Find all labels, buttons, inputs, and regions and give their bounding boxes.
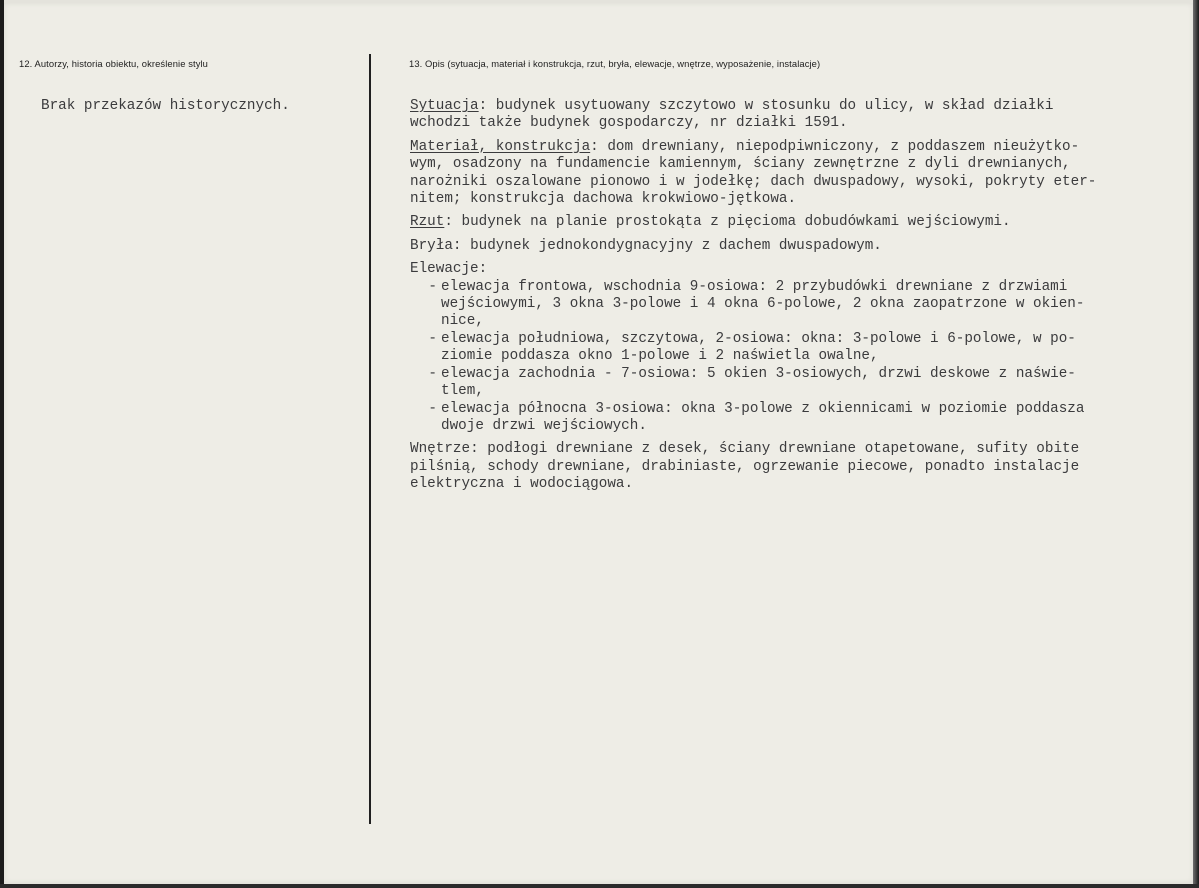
description-body <box>410 98 1180 500</box>
dash-bullet: - <box>428 278 437 295</box>
section-12-header: 12. Autorzy, historia obiektu, określenie stylu <box>19 58 208 69</box>
list-item: - elewacja południowa, szczytowa, 2-osiowa: okna: 3-polowe i 6-polowe, w po- ziomie poddasza okno 1-polowe i 2 naświetla owalne, <box>428 330 1076 365</box>
section-rzut <box>410 214 1180 231</box>
label-elewacje: Elewacje: <box>410 261 488 278</box>
rzut-line-1: : budynek na planie prostokąta z pięcioma dobudówkami wejściowymi. <box>444 214 1011 231</box>
label-sytuacja: Sytuacja <box>410 98 479 114</box>
label-material: Materiał, konstrukcja <box>410 138 591 155</box>
bryla-line-1: : budynek jednokondygnacyjny z dachem dwuspadowym. <box>452 237 882 254</box>
section-13-header: 13. Opis (sytuacja, materiał i konstrukcja, rzut, bryła, elewacje, wnętrze, wyposażenie, instalacje) <box>409 58 821 69</box>
material-line-4: nitem; konstrukcja dachowa krokwiowo-jętkowa. <box>410 191 797 208</box>
label-bryla: Bryła <box>410 237 453 254</box>
history-text: Brak przekazów historycznych. <box>41 98 290 114</box>
scan-edge-bottom <box>0 884 1199 888</box>
wnetrze-line-2: pilśnią, schody drewniane, drabiniaste, ogrzewanie piecowe, ponadto instalacje <box>410 458 1080 475</box>
wnetrze-line-3: elektryczna i wodociągowa. <box>410 476 634 493</box>
sytuacja-line-1: : budynek usytuowany szczytowo w stosunku do ulicy, w skład działki <box>478 98 1054 114</box>
scan-edge-left <box>0 0 4 888</box>
column-divider <box>369 54 371 824</box>
dash-bullet: - <box>428 365 437 382</box>
label-wnetrze: Wnętrze <box>410 441 471 458</box>
label-rzut: Rzut <box>410 214 445 231</box>
list-item: - elewacja północna 3-osiowa: okna 3-polowe z okiennicami w poziomie poddasza dwoje drzwi wejściowych. <box>428 400 1085 434</box>
material-line-2: wym, osadzony na fundamencie kamiennym, ściany zewnętrzne z dyli drewnianych, <box>410 156 1071 173</box>
elewacje-list <box>410 279 1180 436</box>
material-line-3: narożniki oszalowane pionowo i w jodełkę; dach dwuspadowy, wysoki, pokryty eter- <box>410 173 1097 190</box>
scan-edge-right <box>1193 0 1199 888</box>
material-line-1: : dom drewniany, niepodpiwniczony, z poddaszem nieużytko- <box>590 138 1080 155</box>
dash-bullet: - <box>428 400 437 417</box>
section-sytuacja <box>410 98 1180 133</box>
section-bryla <box>410 238 1180 255</box>
sytuacja-line-2: wchodzi także budynek gospodarczy, nr działki 1591. <box>410 115 848 132</box>
section-material <box>410 139 1180 209</box>
list-item: - elewacja zachodnia - 7-osiowa: 5 okien 3-osiowych, drzwi deskowe z naświe- tlem, <box>428 365 1076 400</box>
section-elewacje <box>410 261 1180 435</box>
wnetrze-line-1: : podłogi drewniane z desek, ściany drewniane otapetowane, sufity obite <box>470 441 1080 458</box>
section-wnetrze <box>410 441 1180 493</box>
dash-bullet: - <box>428 330 437 347</box>
list-item: - elewacja frontowa, wschodnia 9-osiowa: 2 przybudówki drewniane z drzwiami wejściowymi, 3 okna 3-polowe i 4 okna 6-polowe, 2 okna zaopatrzone w okien- nice, <box>428 278 1085 330</box>
